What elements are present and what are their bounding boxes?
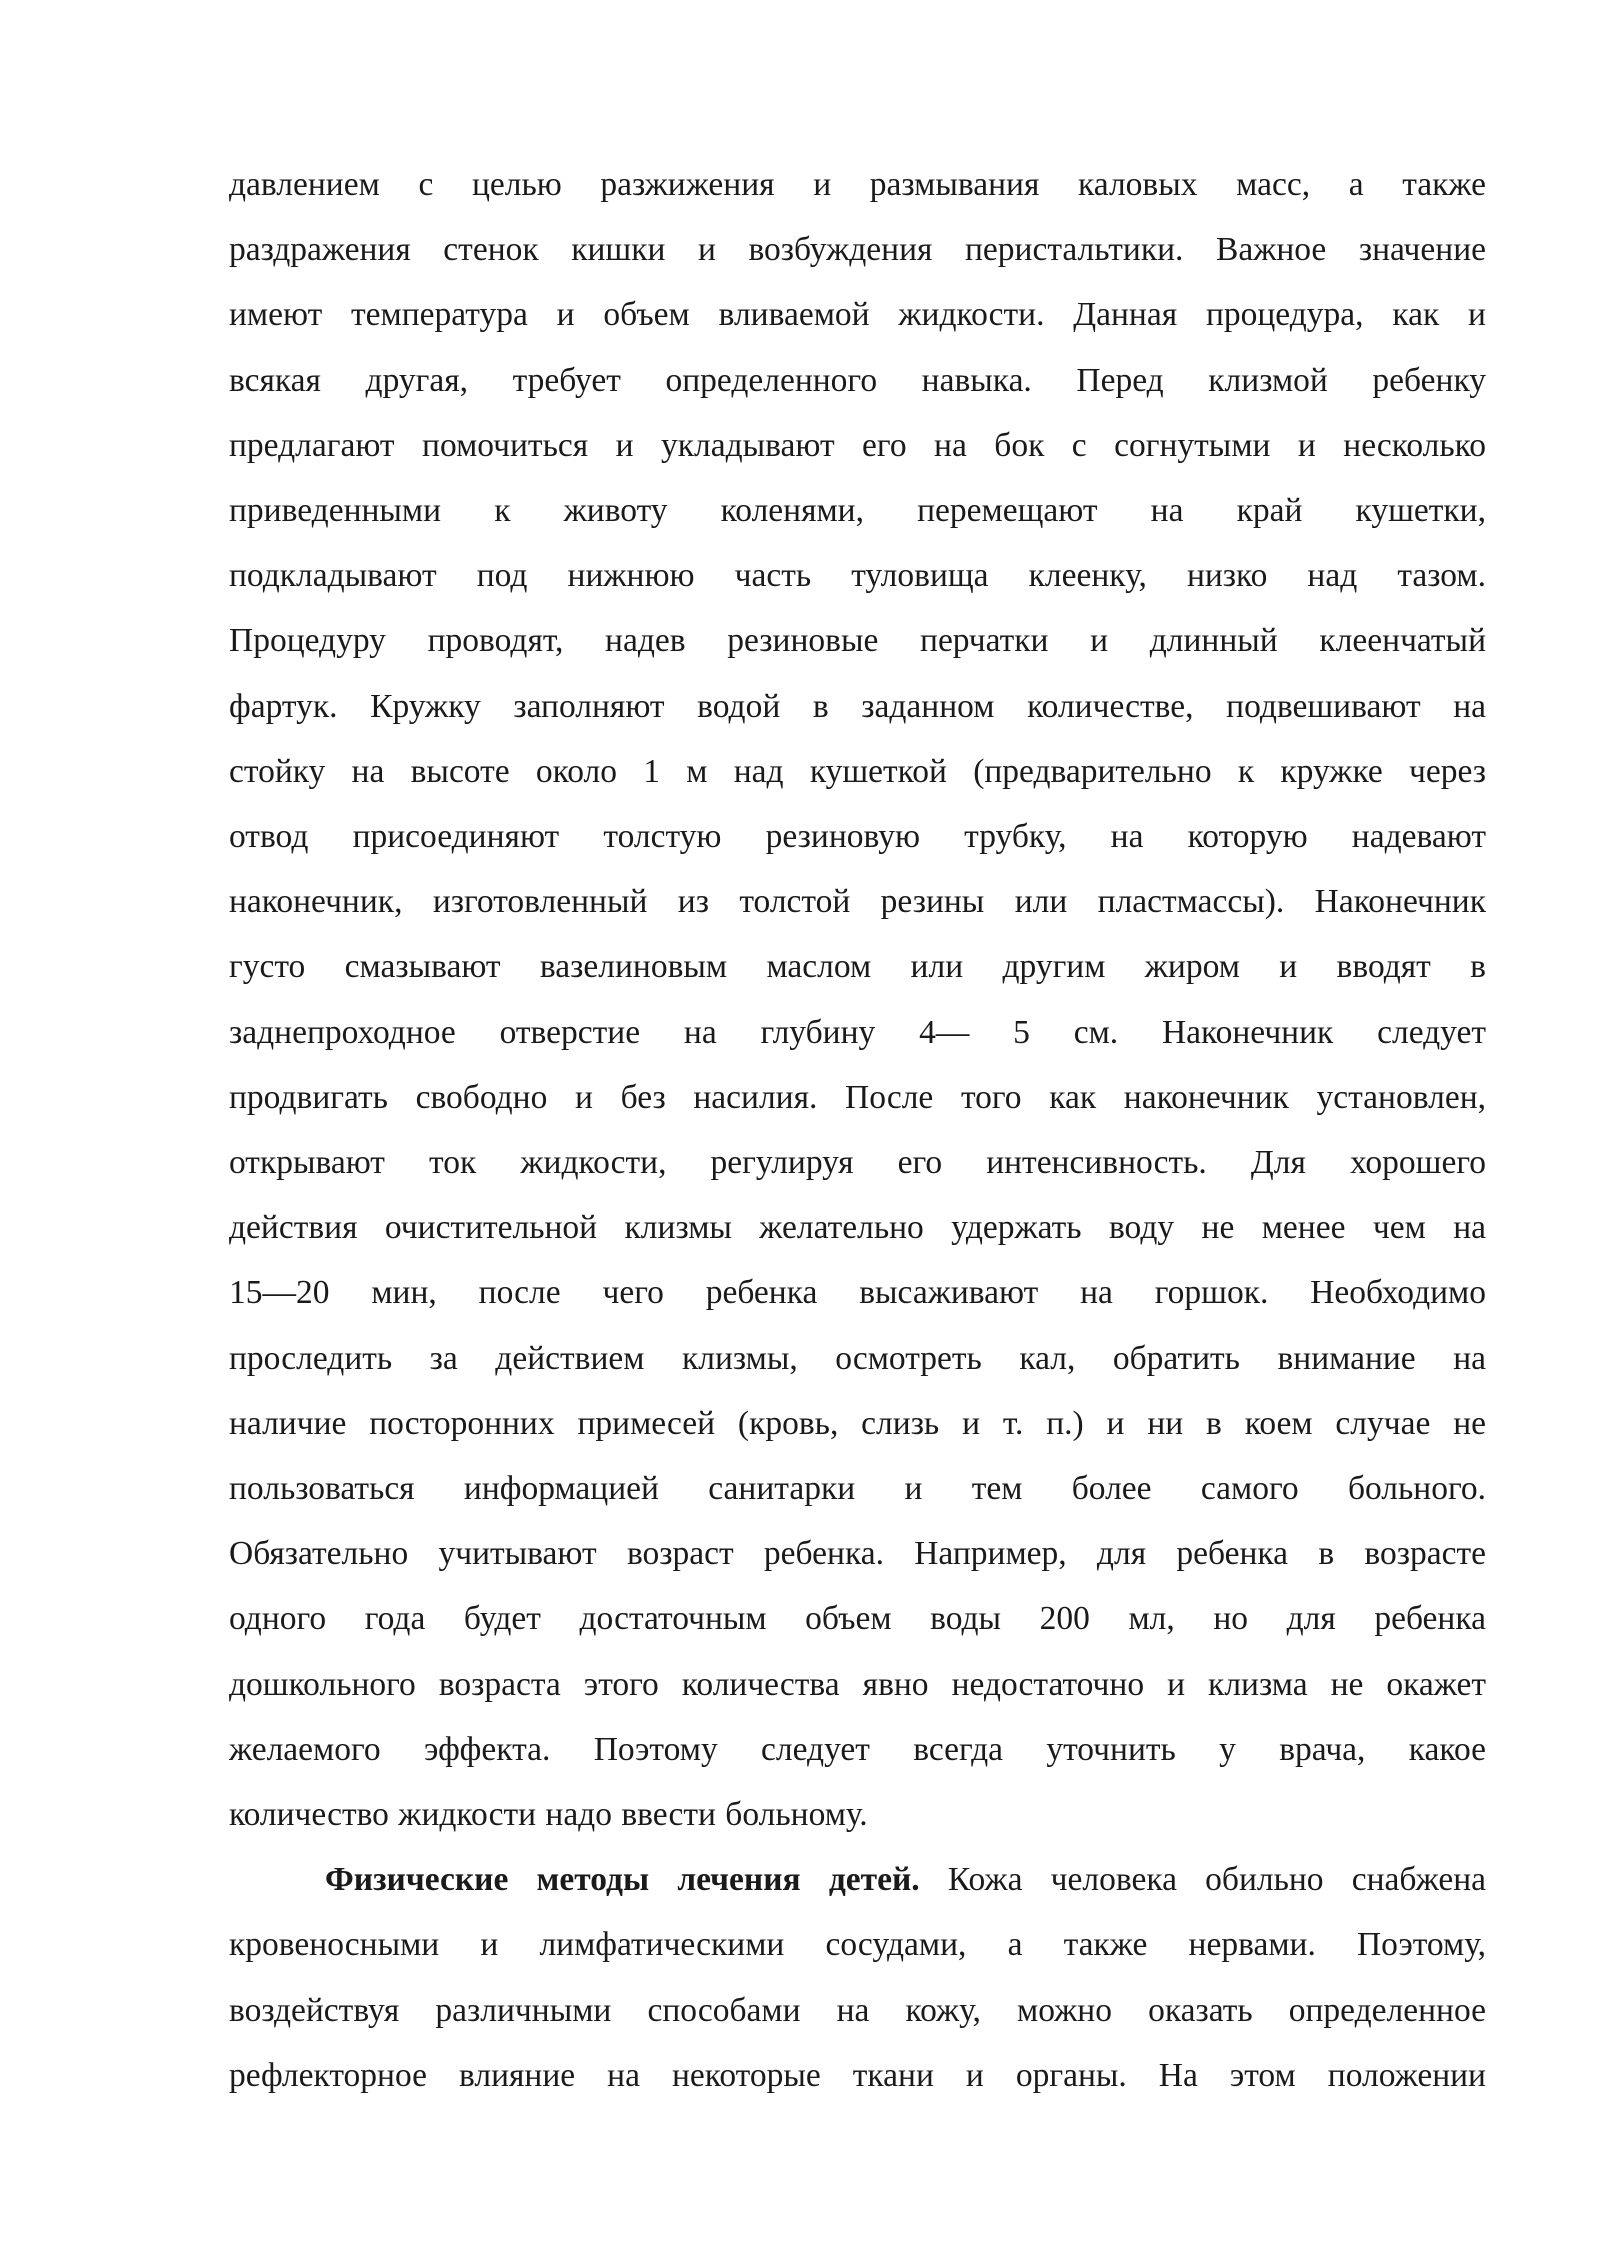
text-line: желаемого эффекта. Поэтому следует всегда уточнить у врача, какое [229,1730,1486,1768]
text-line: Процедуру проводят, надев резиновые перчатки и длинный клеенчатый [229,622,1486,660]
text-line: фартук. Кружку заполняют водой в заданном количестве, подвешивают на [229,687,1486,725]
text-line: подкладывают под нижнюю часть туловища клеенку, низко над тазом. [229,557,1486,595]
text-line: наличие посторонних примесей (кровь, слизь и т. п.) и ни в коем случае не [229,1404,1486,1442]
paragraph-enema-procedure [229,152,1486,1847]
text-line: приведенными к животу коленями, перемещают на край кушетки, [229,492,1486,530]
text-line: 15—20 мин, после чего ребенка высаживают на горшок. Необходимо [229,1274,1486,1312]
text-line: количество жидкости надо ввести больному. [229,1796,868,1834]
text-line: рефлекторное влияние на некоторые ткани и органы. На этом положении [229,2056,1486,2094]
text-line: Обязательно учитывают возраст ребенка. Например, для ребенка в возрасте [229,1535,1486,1573]
text-line: наконечник, изготовленный из толстой резины или пластмассы). Наконечник [229,883,1486,921]
text-line: давлением с целью разжижения и размывания каловых масс, а также [229,166,1486,203]
text-line: проследить за действием клизмы, осмотреть кал, обратить внимание на [229,1339,1486,1377]
text-line [229,1847,1486,1912]
text-line: одного года будет достаточным объем воды 200 мл, но для ребенка [229,1600,1486,1638]
text-line: действия очистительной клизмы желательно удержать воду не менее чем на [229,1209,1486,1247]
text-line: открывают ток жидкости, регулируя его интенсивность. Для хорошего [229,1144,1486,1182]
text-line: заднепроходное отверстие на глубину 4— 5 см. Наконечник следует [229,1013,1486,1051]
text-line: воздействуя различными способами на кожу, можно оказать определенное [229,1991,1486,2029]
paragraph-physical-methods [229,1847,1486,2108]
heading-continuation: Кожа человека обильно снабжена [919,1861,1486,1899]
text-line: раздражения стенок кишки и возбуждения перистальтики. Важное значение [229,231,1486,269]
text-line: дошкольного возраста этого количества явно недостаточно и клизма не окажет [229,1665,1486,1703]
text-line: всякая другая, требует определенного навыка. Перед клизмой ребенку [229,361,1486,399]
text-line: стойку на высоте около 1 м над кушеткой (предварительно к кружке через [229,752,1486,790]
text-line: кровеносными и лимфатическими сосудами, а также нервами. Поэтому, [229,1926,1486,1964]
text-line: имеют температура и объем вливаемой жидкости. Данная процедура, как и [229,296,1486,334]
text-line: отвод присоединяют толстую резиновую трубку, на которую надевают [229,818,1486,856]
text-line: предлагают помочиться и укладывают его на бок с согнутыми и несколько [229,426,1486,464]
document-body [229,152,1486,2108]
text-line: продвигать свободно и без насилия. После того как наконечник установлен, [229,1078,1486,1116]
text-line: пользоваться информацией санитарки и тем более самого больного. [229,1470,1486,1508]
text-line: густо смазывают вазелиновым маслом или другим жиром и вводят в [229,948,1486,986]
section-heading: Физические методы лечения детей. [325,1861,920,1899]
